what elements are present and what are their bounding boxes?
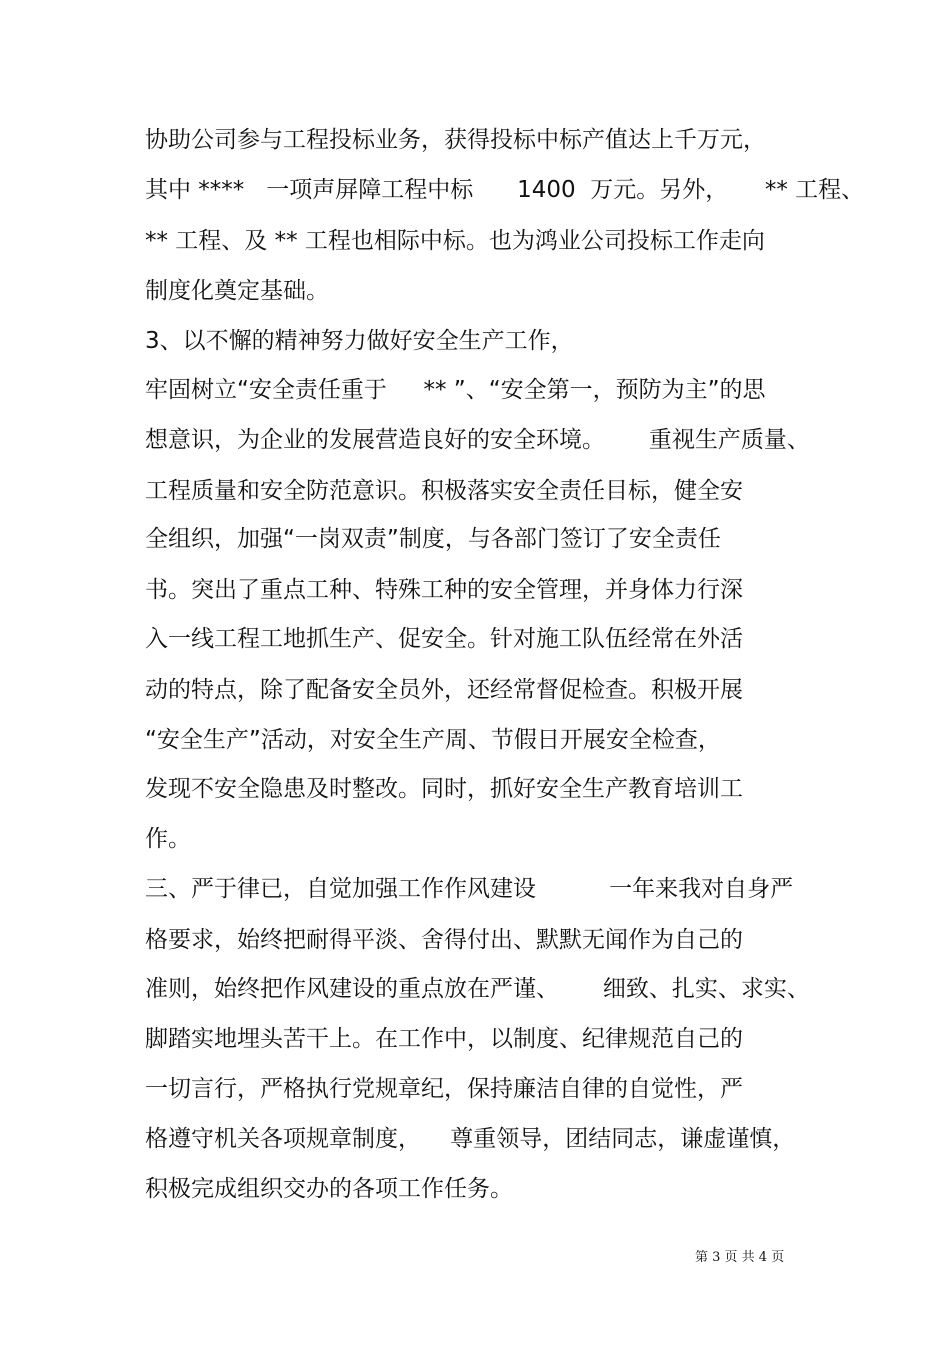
text-line: 工程质量和安全防范意识。积极落实安全责任目标，健全安 (145, 478, 743, 504)
text-line: 发现不安全隐患及时整改。同时，抓好安全生产教育培训工 (145, 776, 743, 802)
text-line: 动的特点，除了配备安全员外，还经常督促检查。积极开展 (145, 677, 743, 703)
text-line: 作。 (145, 826, 191, 852)
text-line: ** 工程、及 ** 工程也相际中标。也为鸿业公司投标工作走向 (145, 228, 765, 254)
text-line: 入一线工程工地抓生产、促安全。针对施工队伍经常在外活 (145, 626, 743, 652)
text-line: 准则，始终把作风建设的重点放在严谨、 细致、扎实、求实、 (145, 976, 810, 1002)
text-line: 积极完成组织交办的各项工作任务。 (145, 1176, 513, 1202)
text-line: 想意识，为企业的发展营造良好的安全环境。 重视生产质量、 (145, 427, 810, 453)
text-line: 协助公司参与工程投标业务，获得投标中标产值达上千万元， (145, 127, 766, 153)
text-line: 一切言行，严格执行党规章纪，保持廉洁自律的自觉性，严 (145, 1076, 743, 1102)
text-line: 其中 **** 一项声屏障工程中标 1400 万元。另外， ** 工程、 (145, 177, 865, 203)
text-line: 书。突出了重点工种、特殊工种的安全管理，并身体力行深 (145, 577, 743, 603)
text-line: “安全生产”活动，对安全生产周、节假日开展安全检查， (145, 727, 721, 753)
text-line: 全组织，加强“一岗双责”制度，与各部门签订了安全责任 (145, 526, 721, 552)
section-heading: 三、严于律已，自觉加强工作作风建设 一年来我对自身严 (145, 876, 794, 902)
text-line: 格遵守机关各项规章制度， 尊重领导，团结同志，谦虚谨慎， (145, 1126, 796, 1152)
page-number: 第 3 页 共 4 页 (695, 1250, 785, 1265)
section-heading: 3、以不懈的精神努力做好安全生产工作， (145, 328, 574, 354)
text-line: 牢固树立“安全责任重于 ** ”、“安全第一，预防为主”的思 (145, 377, 766, 403)
text-line: 制度化奠定基础。 (145, 278, 329, 304)
text-line: 格要求，始终把耐得平淡、舍得付出、默默无闻作为自己的 (145, 927, 743, 953)
text-line: 脚踏实地埋头苦干上。在工作中，以制度、纪律规范自己的 (145, 1026, 743, 1052)
